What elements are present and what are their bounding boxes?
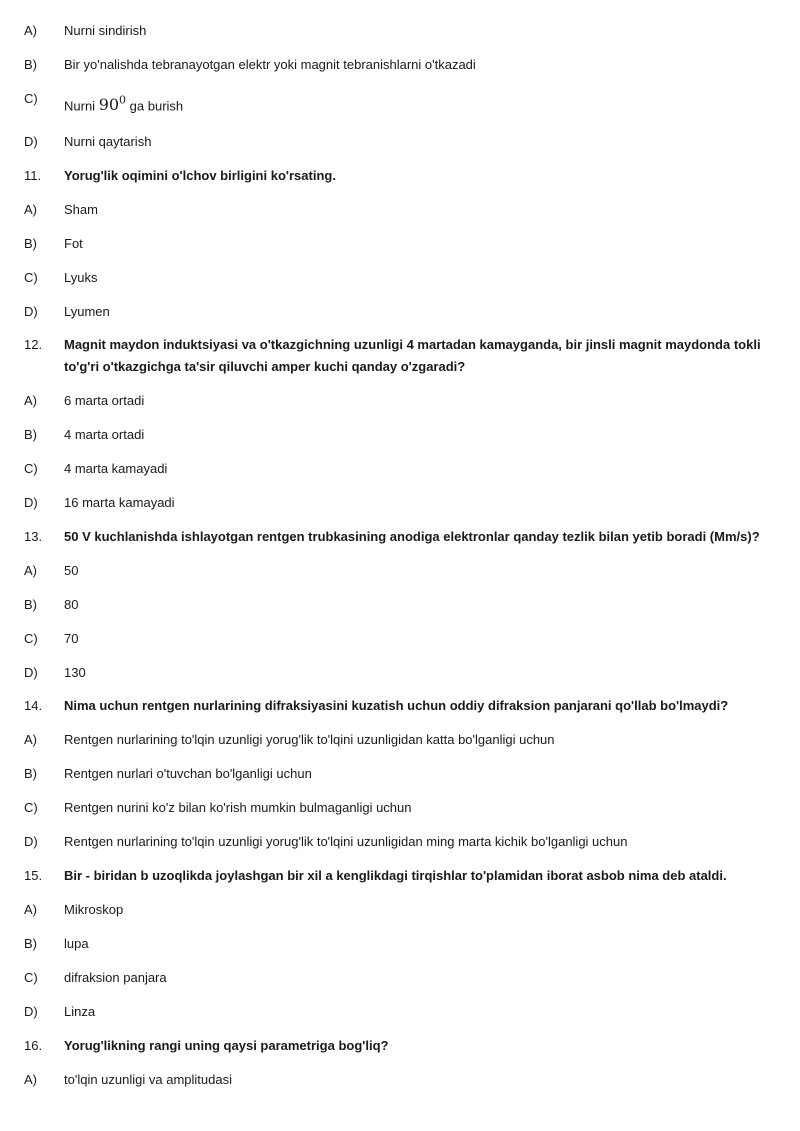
option-text: Mikroskop — [64, 902, 124, 917]
option-label: C) — [24, 800, 38, 815]
option-text: Rentgen nurlarining to'lqin uzunligi yorug'lik to'lqini uzunligidan katta bo'lganligi uchun — [64, 732, 555, 747]
option-label: B) — [24, 427, 37, 442]
option-text: 6 marta ortadi — [64, 393, 145, 408]
question-text: Bir - biridan b uzoqlikda joylashgan bir xil a kenglikdagi tirqishlar to'plamidan iborat asbob nima deb ataldi. — [64, 868, 727, 883]
question-number: 15. — [24, 868, 43, 883]
question-text: Yorug'likning rangi uning qaysi parametriga bog'liq? — [64, 1038, 389, 1053]
option-label: B) — [24, 597, 37, 612]
option-text: Rentgen nurini ko'z bilan ko'rish mumkin bulmaganligi uchun — [64, 800, 412, 815]
option-text: Rentgen nurlarining to'lqin uzunligi yorug'lik to'lqini uzunligidan ming marta kichik bo'lganligi uchun — [64, 834, 628, 849]
option-text: Nurni sindirish — [64, 23, 147, 38]
option-label: B) — [24, 936, 37, 951]
question-number: 11. — [24, 168, 42, 183]
option-label: A) — [24, 1072, 37, 1087]
option-label: D) — [24, 134, 38, 149]
question-text: 50 V kuchlanishda ishlayotgan rentgen trubkasining anodiga elektronlar qanday tezlik bilan yetib boradi (Mm/s)? — [64, 529, 760, 544]
question-number: 14. — [24, 698, 43, 713]
option-label: B) — [24, 57, 37, 72]
option-text-before: Nurni — [64, 98, 99, 114]
option-text: Lyuks — [64, 270, 98, 285]
option-label: A) — [24, 393, 37, 408]
option-text: 70 — [64, 631, 79, 646]
option-label: B) — [24, 236, 37, 251]
option-text: 4 marta ortadi — [64, 427, 145, 442]
option-label: B) — [24, 766, 37, 781]
question-number: 13. — [24, 529, 43, 544]
question-text: Magnit maydon induktsiyasi va o'tkazgichning uzunligi 4 martadan kamayganda, bir jinsli magnit maydonda tokli to'g'ri o'tkazgichga ta'sir qiluvchi amper kuchi qanday o'zgaradi? — [64, 337, 761, 374]
option-label: C) — [24, 970, 38, 985]
option-label: D) — [24, 495, 38, 510]
math-superscript: 0 — [119, 94, 127, 107]
option-text: lupa — [64, 936, 89, 951]
option-text: Linza — [64, 1004, 96, 1019]
option-text: 4 marta kamayadi — [64, 461, 168, 476]
option-text — [64, 92, 770, 114]
option-label: C) — [24, 270, 38, 285]
option-label: A) — [24, 23, 37, 38]
option-text: 50 — [64, 563, 79, 578]
option-label: D) — [24, 1004, 38, 1019]
option-text: 130 — [64, 665, 86, 680]
option-text: Rentgen nurlari o'tuvchan bo'lganligi uchun — [64, 766, 312, 781]
math-expression — [99, 95, 126, 114]
option-label: D) — [24, 665, 38, 680]
option-label: A) — [24, 202, 37, 217]
option-text: difraksion panjara — [64, 970, 167, 985]
question-number: 16. — [24, 1038, 43, 1053]
option-label: A) — [24, 732, 37, 747]
option-text: Sham — [64, 202, 98, 217]
option-text: Lyumen — [64, 304, 110, 319]
option-label: D) — [24, 834, 38, 849]
option-text: Nurni qaytarish — [64, 134, 152, 149]
option-text: to'lqin uzunligi va amplitudasi — [64, 1072, 232, 1087]
option-text: Fot — [64, 236, 83, 251]
question-text: Yorug'lik oqimini o'lchov birligini ko'rsating. — [64, 168, 336, 183]
option-label: A) — [24, 563, 37, 578]
option-label: A) — [24, 902, 37, 917]
question-number: 12. — [24, 337, 43, 352]
option-label: D) — [24, 304, 38, 319]
option-text: 16 marta kamayadi — [64, 495, 175, 510]
option-text-after: ga burish — [126, 98, 184, 114]
option-label: C) — [24, 631, 38, 646]
option-text: Bir yo'nalishda tebranayotgan elektr yoki magnit tebranishlarni o'tkazadi — [64, 57, 476, 72]
option-label: C) — [24, 461, 38, 476]
question-text: Nima uchun rentgen nurlarining difraksiyasini kuzatish uchun oddiy difraksion panjarani qo'llab bo'lmaydi? — [64, 698, 729, 713]
option-label: C) — [24, 91, 38, 106]
option-text: 80 — [64, 597, 79, 612]
math-base: 90 — [98, 95, 120, 115]
